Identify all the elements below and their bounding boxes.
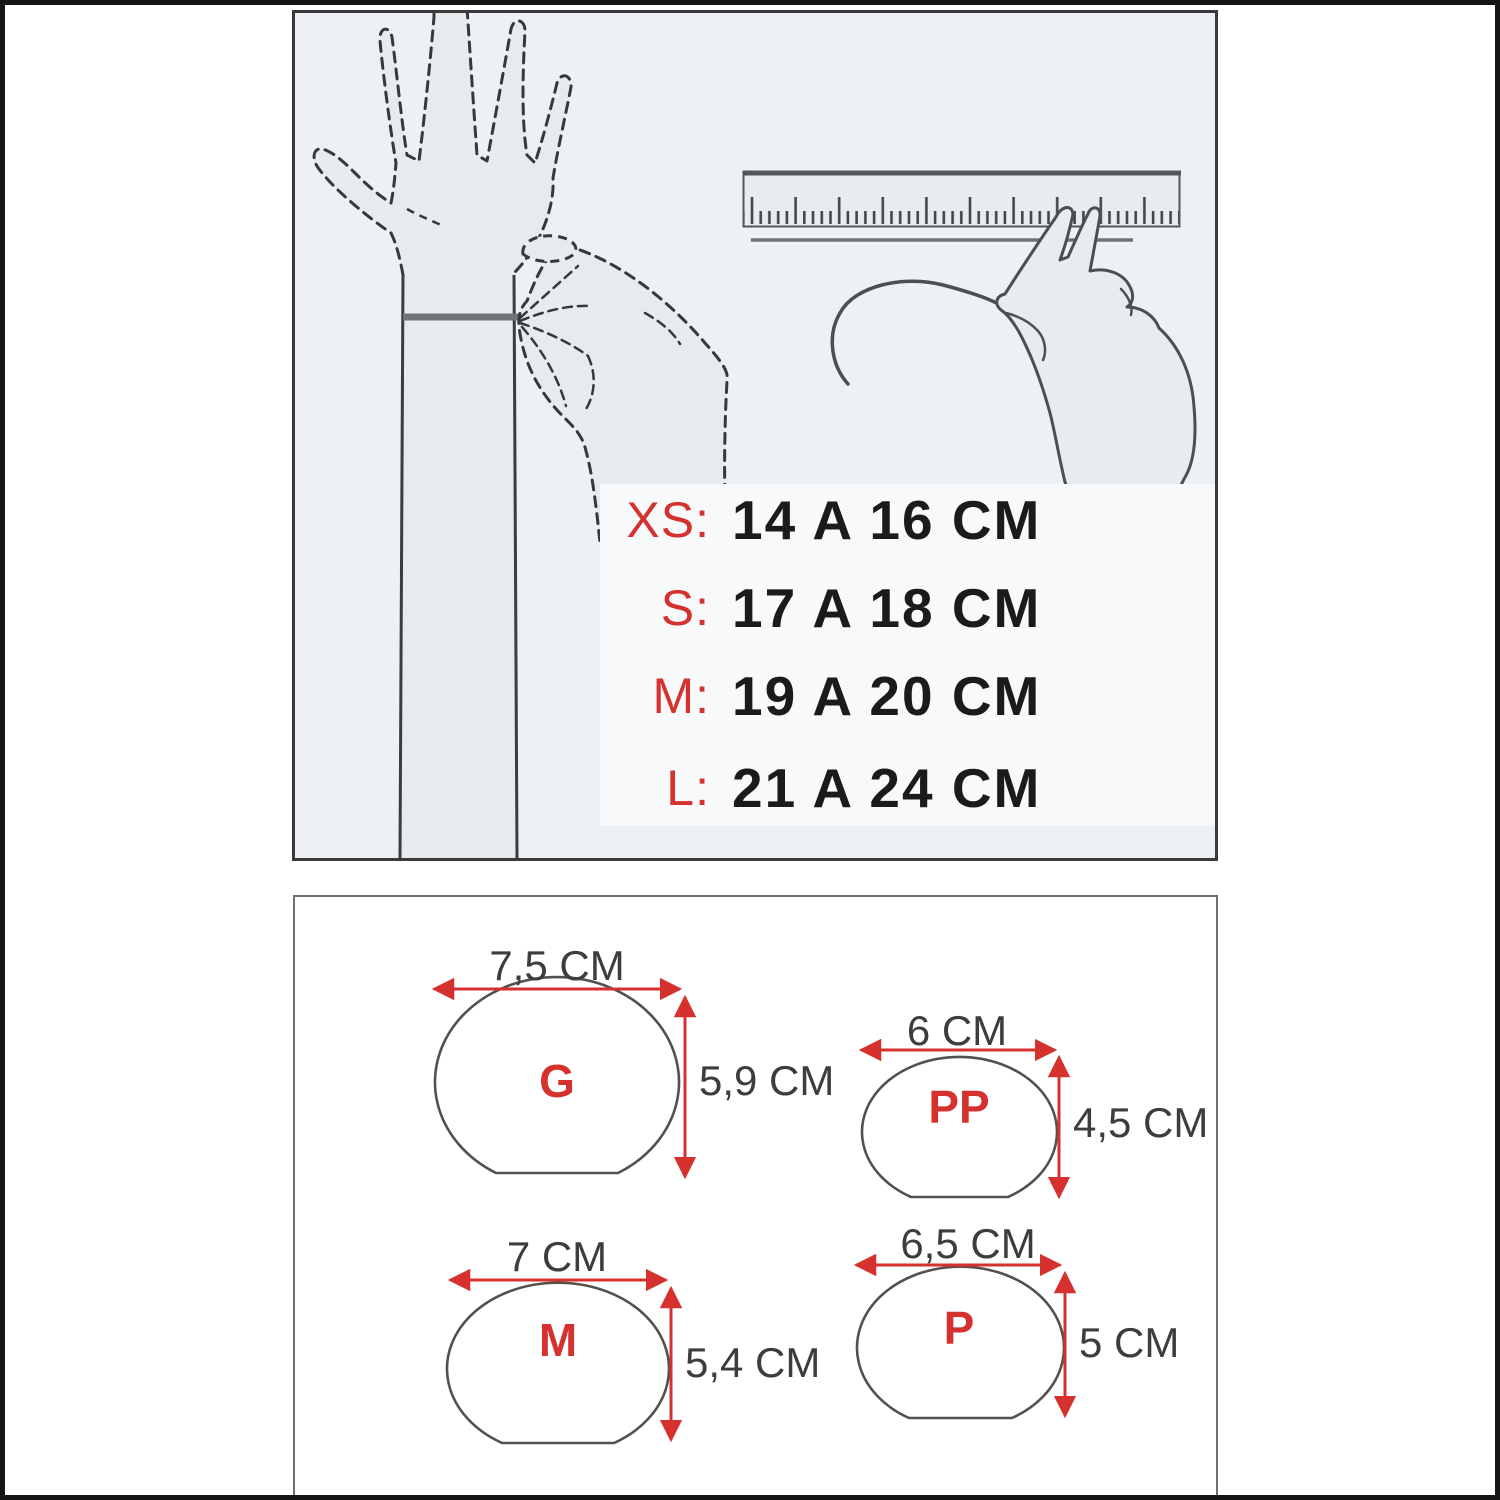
bangle-diagram [295, 897, 1216, 1499]
height-label: 5,9 CM [699, 1057, 835, 1104]
size-label: XS: [626, 492, 710, 548]
width-label: 7 CM [506, 1233, 608, 1280]
wrist-size-list [295, 13, 1215, 858]
bangle-dimensions-panel [293, 895, 1218, 1500]
size-row [600, 664, 1209, 728]
size-label: S: [660, 580, 710, 636]
bangle-m [447, 1233, 820, 1443]
bangle-p [856, 1220, 1179, 1418]
width-label: 7,5 CM [489, 942, 625, 989]
size-letter: G [539, 1055, 575, 1107]
bangle-g [434, 942, 834, 1177]
width-label: 6,5 CM [900, 1220, 1036, 1267]
size-label: L: [666, 760, 710, 816]
size-row [600, 488, 1209, 552]
size-value: 21 A 24 CM [732, 757, 1042, 819]
size-value: 17 A 18 CM [732, 577, 1042, 639]
size-label: M: [652, 668, 710, 724]
height-label: 5,4 CM [685, 1339, 821, 1386]
size-value: 14 A 16 CM [732, 489, 1042, 551]
size-letter: PP [928, 1081, 990, 1133]
size-letter: P [943, 1302, 975, 1354]
size-row [600, 756, 1209, 820]
height-label: 5 CM [1079, 1319, 1180, 1366]
height-label: 4,5 CM [1073, 1099, 1209, 1146]
size-letter: M [538, 1314, 578, 1366]
size-value: 19 A 20 CM [732, 665, 1042, 727]
width-label: 6 CM [906, 1007, 1008, 1054]
size-row [600, 576, 1209, 640]
measuring-instructions-panel [292, 10, 1218, 861]
bangle-pp [861, 1007, 1208, 1197]
